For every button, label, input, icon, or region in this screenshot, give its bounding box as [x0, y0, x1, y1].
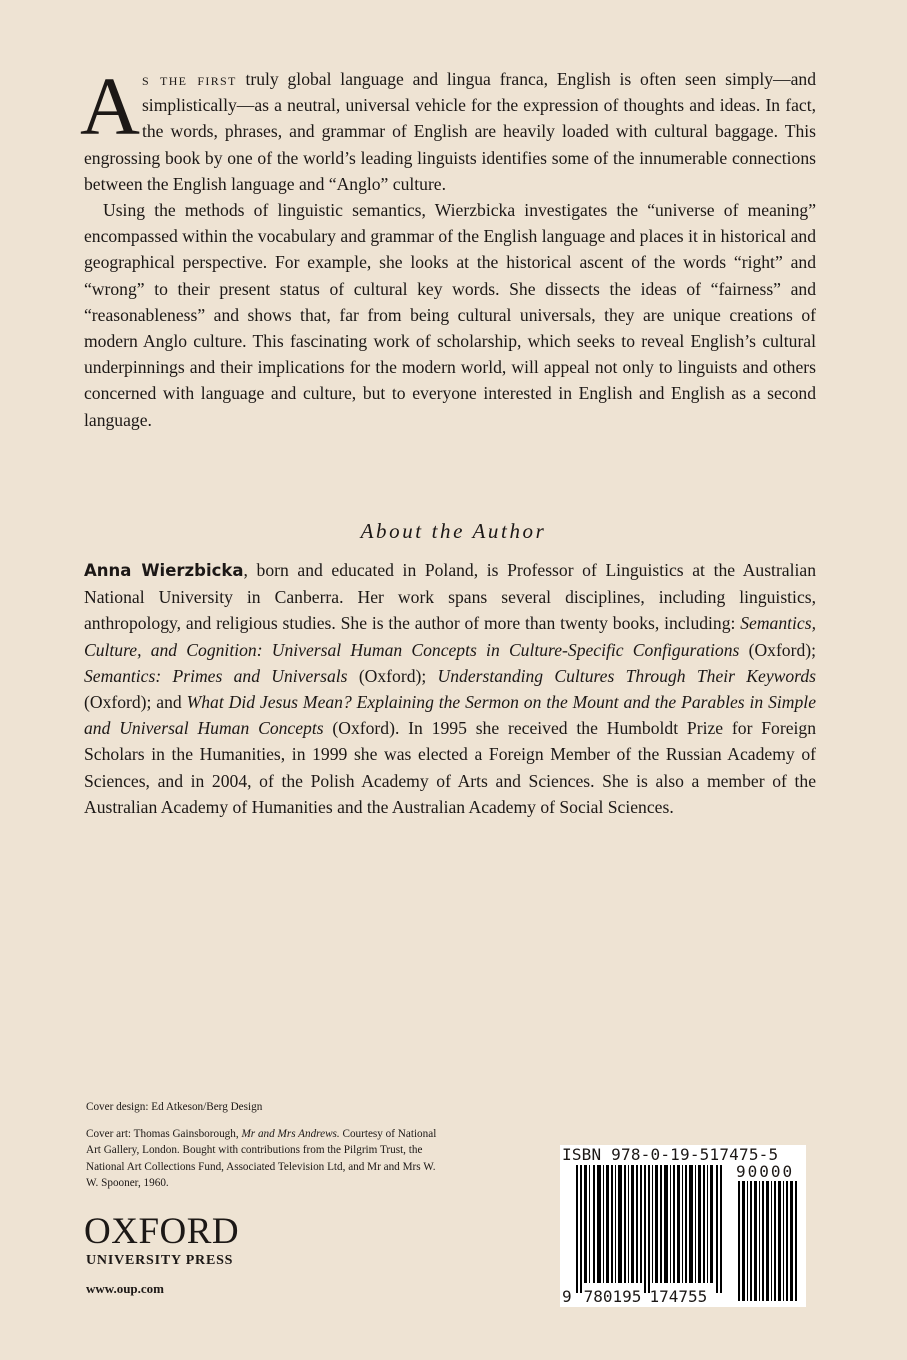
- book-title-1: Semantics, Culture, and Cognition: Universal Human Concepts in Culture-Specific Configurations: [84, 613, 816, 660]
- bio-text-3: (Oxford);: [347, 665, 438, 686]
- art-title: Mr and Mrs Andrews.: [241, 1127, 340, 1140]
- cover-art-credit: [86, 1126, 446, 1192]
- drop-cap: A: [80, 60, 140, 152]
- publisher-website: www.oup.com: [86, 1281, 165, 1296]
- barcode-left-digits: 780195: [583, 1287, 642, 1306]
- book-title-3: Understanding Cultures Through Their Keywords: [437, 665, 817, 686]
- blurb-paragraph-2: Using the methods of linguistic semantics, Wierzbicka investigates the “universe of meaning” encompassed within the vocabulary and grammar of the English language and places it in historical and geographical perspective. For example, she looks at the historical ascent of the words “right” and “wrong” to their present status of cultural key words. She dissects the ideas of “fairness” and “reasonableness” and shows that, far from being cultural universals, they are unique creations of modern Anglo culture. This fascinating work of scholarship, which seeks to reveal English’s cultural underpinnings and their implications for the modern world, will appeal not only to linguists and others concerned with language and culture, but to everyone interested in English and English as a second language.: [84, 200, 816, 430]
- cover-design-credit: Cover design: Ed Atkeson/Berg Design: [86, 1101, 263, 1113]
- addon-barcode-bars: [738, 1181, 802, 1301]
- blurb-p1-text: truly global language and lingua franca, English is often seen simply—and simplistically—as a neutral, universal vehicle for the expression of thoughts and ideas. In fact, the words, phrases, and grammar of English are heavily loaded with cultural baggage. This engrossing book by one of the world’s leading linguists identifies some of the innumerable connections between the English language and “Anglo” culture.: [84, 69, 816, 194]
- bio-text-2: (Oxford);: [739, 639, 817, 660]
- book-title-4: What Did Jesus Mean? Explaining the Sermon on the Mount and the Parables in Simple and Universal Human Concepts: [84, 692, 816, 739]
- logo-main-text: OXFORD: [84, 1211, 240, 1252]
- author-name: Anna Wierzbicka: [84, 561, 244, 580]
- barcode-addon-digits: 90000: [736, 1162, 795, 1181]
- bio-text-1: , born and educated in Poland, is Professor of Linguistics at the Australian National University in Canberra. Her work spans several disciplines, including linguistics, anthropology, and religious studies. She is the author of more than twenty books, including:: [84, 560, 816, 634]
- barcode-first-digit: 9: [562, 1287, 572, 1306]
- barcode-right-digits: 174755: [649, 1287, 708, 1306]
- bio-text-4: (Oxford); and: [84, 692, 187, 713]
- book-title-2: Semantics: Primes and Universals: [84, 665, 348, 686]
- art-credit-prefix: Cover art: Thomas Gainsborough,: [86, 1127, 242, 1140]
- oxford-logo: [84, 1212, 239, 1270]
- about-author-heading: About the Author: [360, 519, 547, 543]
- author-bio: [84, 557, 816, 820]
- logo-sub-text: UNIVERSITY PRESS: [86, 1253, 234, 1268]
- bio-text-5: (Oxford). In 1995 she received the Humboldt Prize for Foreign Scholars in the Humanities, in 1999 she was elected a Foreign Member of the Russian Academy of Sciences, and in 2004, of the Polish Academy of Arts and Sciences. She is also a member of the Australian Academy of Humanities and the Australian Academy of Social Sciences.: [84, 718, 816, 817]
- back-cover-blurb: [80, 60, 816, 433]
- lead-smallcaps: s the first: [141, 69, 237, 89]
- isbn-barcode: [560, 1145, 806, 1307]
- art-credit-suffix: Courtesy of National Art Gallery, London. Bought with contributions from the Pilgrim Trust, the National Art Collections Fund, Associated Television Ltd, and Mr and Mrs W. W. Spooner, 1960.: [86, 1127, 437, 1190]
- cover-credits: [86, 1099, 446, 1202]
- isbn-text: ISBN 978-0-19-517475-5: [562, 1145, 779, 1164]
- blurb-paragraph-1: [80, 60, 816, 197]
- barcode-digits: [562, 1287, 707, 1306]
- barcode-bars: [566, 1165, 730, 1293]
